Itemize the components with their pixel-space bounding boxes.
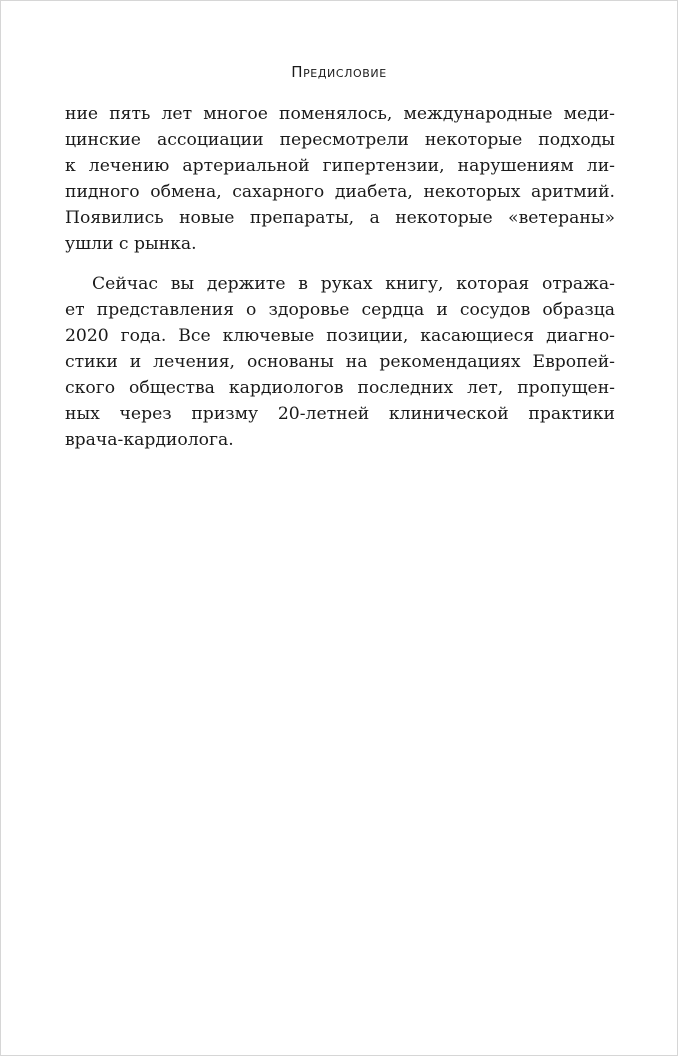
text-line: врача-кардиолога. [65,430,234,450]
paragraph-2 [65,271,615,453]
text-line: к лечению артериальной гипертензии, нарушениям ли- [65,156,615,176]
text-line: ние пять лет многое поменялось, международные меди- [65,104,615,124]
paragraph-gap [65,257,615,271]
running-head: Предисловие [291,63,387,81]
paragraph-1 [65,101,615,257]
text-line: ского общества кардиологов последних лет, пропущен- [65,378,615,398]
text-line: Сейчас вы держите в руках книгу, которая отража- [92,274,615,294]
body-text [65,101,615,453]
text-line: Появились новые препараты, а некоторые «ветераны» [65,208,615,228]
text-line: ных через призму 20-летней клинической практики [65,404,615,424]
text-line: пидного обмена, сахарного диабета, некоторых аритмий. [65,182,615,202]
text-line: 2020 года. Все ключевые позиции, касающиеся диагно- [65,326,615,346]
text-line: ет представления о здоровье сердца и сосудов образца [65,300,615,320]
text-line: стики и лечения, основаны на рекомендациях Европей- [65,352,615,372]
text-line: ушли с рынка. [65,234,197,254]
text-line: цинские ассоциации пересмотрели некоторые подходы [65,130,615,150]
